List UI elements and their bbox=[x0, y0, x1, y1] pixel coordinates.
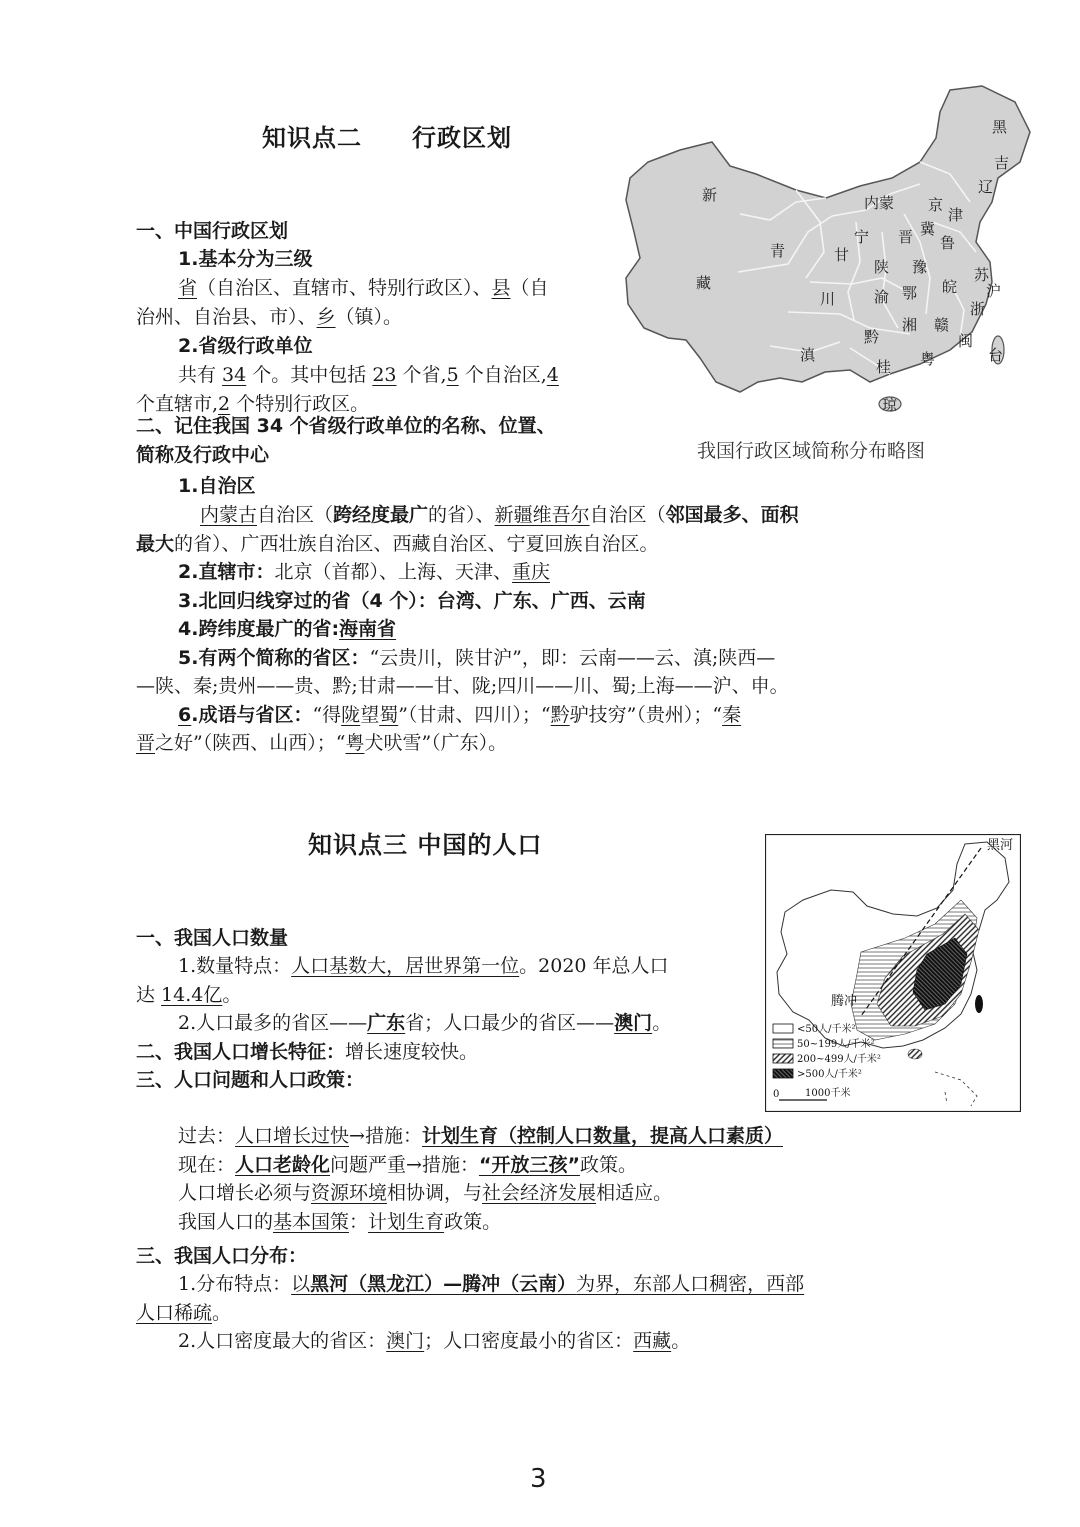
map-label-jin-tianjin: 津 bbox=[948, 206, 964, 224]
section2-title: 知识点二 行政区划 bbox=[262, 124, 512, 152]
levels-line-1: 省（自治区、直辖市、特别行政区）、县（自 bbox=[178, 277, 549, 299]
legend-swatch-low bbox=[773, 1024, 793, 1033]
map-label-min: 闽 bbox=[958, 332, 974, 350]
p1-heading: 一、我国人口数量 bbox=[136, 927, 289, 949]
sub-provincial-units: 2.省级行政单位 bbox=[178, 335, 313, 357]
map-label-yu-henan: 豫 bbox=[912, 258, 928, 276]
map-label-e: 鄂 bbox=[902, 284, 918, 302]
page-number: 3 bbox=[530, 1464, 547, 1494]
map-label-wan: 皖 bbox=[942, 278, 958, 296]
map-label-chuan: 川 bbox=[820, 290, 836, 308]
map-label-jin-shanxi: 晋 bbox=[898, 228, 914, 246]
policy-basic-line: 我国人口的基本国策：计划生育政策。 bbox=[178, 1210, 502, 1233]
sub-autonomous-regions: 1.自治区 bbox=[178, 475, 256, 497]
map-label-ji-jilin: 吉 bbox=[994, 154, 1010, 172]
map-label-gan-jiangxi: 赣 bbox=[934, 316, 950, 334]
s2-heading-remember-line2: 简称及行政中心 bbox=[136, 444, 270, 466]
population-distribution-block bbox=[136, 1242, 936, 1356]
growth-feature-line: 二、我国人口增长特征：增长速度较快。 bbox=[136, 1040, 479, 1063]
map-label-qing: 青 bbox=[770, 242, 786, 260]
map-label-qiong: 琼 bbox=[882, 396, 898, 414]
map-label-zang: 藏 bbox=[696, 274, 712, 292]
map-label-tai: 台 bbox=[988, 346, 1004, 364]
p3-heading: 三、人口问题和人口政策： bbox=[136, 1069, 365, 1091]
map-label-qian: 黔 bbox=[864, 328, 880, 346]
autonomous-line-1: 内蒙古自治区（跨经度最广的省）、新疆维吾尔自治区（邻国最多、面积 bbox=[200, 504, 799, 526]
map-label-gan: 甘 bbox=[834, 246, 850, 264]
map-label-hei: 黑 bbox=[992, 118, 1008, 136]
pop-count-line-1: 1.数量特点：人口基数大，居世界第一位。2020 年总人口 bbox=[178, 955, 669, 977]
admin-map-caption: 我国行政区域简称分布略图 bbox=[697, 440, 926, 462]
tropic-line: 3.北回归线穿过的省（4 个）：台湾、广东、广西、云南 bbox=[178, 589, 646, 612]
pop-most-least-line: 2.人口最多的省区——广东省；人口最少的省区——澳门。 bbox=[178, 1012, 672, 1034]
s2-heading-remember-line1: 二、记住我国 34 个省级行政单位的名称、位置、 bbox=[136, 415, 556, 437]
policy-past-line: 过去：人口增长过快→措施：计划生育（控制人口数量，提高人口素质） bbox=[178, 1125, 783, 1147]
map-label-ning: 宁 bbox=[854, 228, 870, 246]
map-label-dian: 滇 bbox=[800, 346, 816, 364]
units-line-2: 个直辖市,2 个特别行政区。 bbox=[136, 392, 370, 415]
legend-mid: 50~199人/千米² bbox=[797, 1039, 875, 1050]
distribution-line-2: 人口稀疏。 bbox=[136, 1301, 232, 1324]
two-abbrev-line-2: —陕、秦;贵州——贵、黔;甘肃——甘、陇;四川——川、蜀;上海——沪、申。 bbox=[136, 675, 789, 697]
label-heihe: 黑河 bbox=[987, 838, 1014, 853]
units-line-1: 共有 34 个。其中包括 23 个省,5 个自治区,4 bbox=[178, 364, 559, 386]
idioms-line-1: 6.成语与省区：“得陇望蜀”（甘肃、四川）；“黔驴技穷”（贵州）；“秦 bbox=[178, 703, 742, 726]
population-density-map bbox=[765, 834, 1021, 1112]
label-tengchong: 腾冲 bbox=[831, 994, 858, 1009]
map-label-hu: 沪 bbox=[986, 282, 1002, 300]
province-names-block bbox=[136, 412, 936, 758]
map-label-yu-chongqing: 渝 bbox=[874, 288, 890, 306]
admin-map bbox=[620, 82, 1040, 422]
map-label-gui: 桂 bbox=[876, 358, 892, 376]
policy-harmony-line: 人口增长必须与资源环境相协调，与社会经济发展相适应。 bbox=[178, 1182, 673, 1204]
widest-latitude-line: 4.跨纬度最广的省:海南省 bbox=[178, 618, 397, 640]
distribution-line-1: 1.分布特点：以黑河（黑龙江）—腾冲（云南）为界，东部人口稠密，西部 bbox=[178, 1273, 805, 1295]
scale-label: 1000千米 bbox=[805, 1088, 851, 1099]
map-label-xin: 新 bbox=[702, 186, 718, 204]
legend-swatch-mid bbox=[773, 1039, 793, 1048]
municipalities-line: 2.直辖市：北京（首都）、上海、天津、重庆 bbox=[178, 561, 550, 583]
admin-division-block bbox=[136, 240, 696, 418]
map-label-yue: 粤 bbox=[920, 350, 936, 368]
map-label-shan: 陕 bbox=[874, 258, 890, 276]
map-label-xiang: 湘 bbox=[902, 316, 918, 334]
legend-dense: >500人/千米² bbox=[797, 1069, 862, 1080]
map-label-liao: 辽 bbox=[978, 178, 994, 196]
legend-high: 200~499人/千米² bbox=[797, 1054, 881, 1065]
map-label-zhe: 浙 bbox=[970, 300, 986, 318]
map-label-lu: 鲁 bbox=[940, 234, 956, 252]
section3-title: 知识点三 中国的人口 bbox=[308, 831, 543, 859]
legend-swatch-dense bbox=[773, 1069, 793, 1078]
levels-line-2: 治州、自治县、市）、乡（镇）。 bbox=[136, 305, 403, 328]
pop-map-hainan bbox=[908, 1049, 922, 1059]
map-label-ji-hebei: 冀 bbox=[920, 220, 936, 238]
density-line: 2.人口密度最大的省区：澳门；人口密度最小的省区：西藏。 bbox=[178, 1330, 691, 1352]
map-label-su: 苏 bbox=[974, 266, 990, 284]
autonomous-line-2: 最大的省）、广西壮族自治区、西藏自治区、宁夏回族自治区。 bbox=[136, 532, 659, 555]
map-label-neimeng: 内蒙 bbox=[864, 194, 895, 212]
map-label-jing: 京 bbox=[928, 196, 944, 214]
idioms-line-2: 晋之好”（陕西、山西）；“粤犬吠雪”（广东）。 bbox=[136, 732, 508, 754]
two-abbrev-line-1: 5.有两个简称的省区：“云贵川，陕甘沪”，即：云南——云、滇;陕西— bbox=[178, 646, 776, 669]
sub-three-levels: 1.基本分为三级 bbox=[178, 248, 313, 270]
p4-heading: 三、我国人口分布： bbox=[136, 1245, 308, 1267]
pop-count-line-2: 达 14.4亿。 bbox=[136, 983, 242, 1006]
legend-swatch-high bbox=[773, 1054, 793, 1063]
s2-heading-admin-division: 一、中国行政区划 bbox=[136, 220, 289, 242]
legend-low: <50人/千米² bbox=[797, 1024, 856, 1035]
scale-zero: 0 bbox=[773, 1089, 780, 1100]
policy-now-line: 现在：人口老龄化问题严重→措施：“开放三孩”政策。 bbox=[178, 1153, 637, 1176]
pop-map-taiwan bbox=[975, 995, 983, 1013]
population-policy-block bbox=[136, 1122, 936, 1236]
